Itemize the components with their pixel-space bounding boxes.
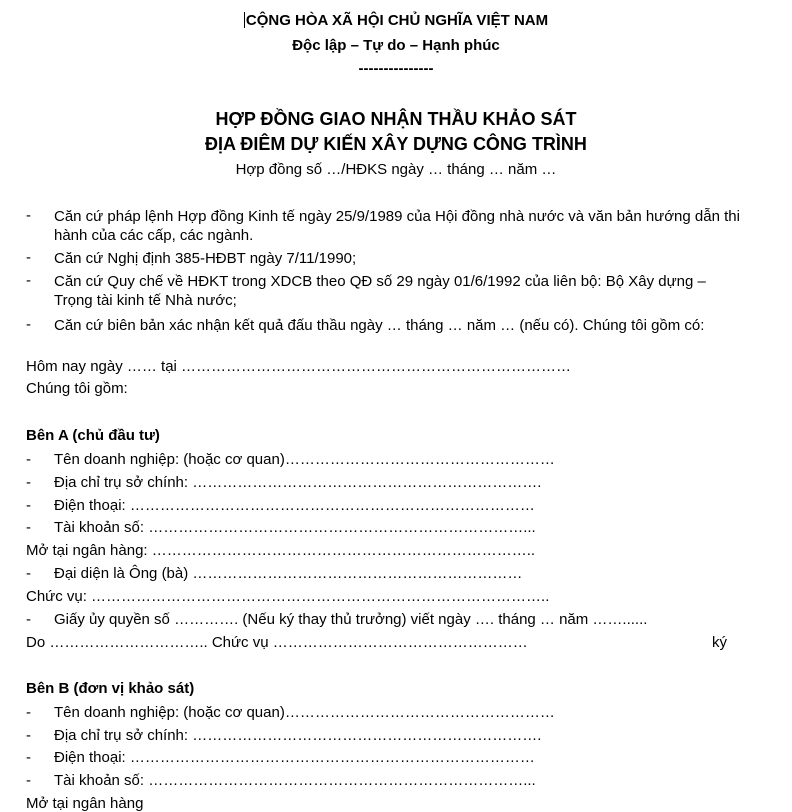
party-a-account-field: Tài khoản số: …………………………………………………………………... bbox=[54, 519, 536, 536]
we-are-line: Chúng tôi gồm: bbox=[26, 380, 128, 397]
party-a-representative-field: Đại diện là Ông (bà) ………………………………………………………… bbox=[54, 565, 523, 582]
country-heading-text: CỘNG HÒA XÃ HỘI CHỦ NGHĨA VIỆT NAM bbox=[245, 12, 549, 29]
party-b-phone-field: Điện thoại: ……………………………………………………………………… bbox=[54, 749, 535, 766]
contract-title-line1: HỢP ĐỒNG GIAO NHẬN THẦU KHẢO SÁT bbox=[215, 109, 577, 129]
bullet-dash: - bbox=[26, 519, 31, 536]
party-a-authorization-field: Giấy ủy quyền số …………. (Nếu ký thay thủ trưởng) viết ngày …. tháng … năm ……...... bbox=[54, 611, 648, 628]
bullet-dash: - bbox=[26, 272, 31, 289]
contract-number: Hợp đồng số …/HĐKS ngày … tháng … năm … bbox=[235, 161, 557, 178]
party-b-address-field: Địa chỉ trụ sở chính: ……………………………………………………………. bbox=[54, 727, 542, 744]
country-heading bbox=[0, 12, 792, 29]
party-b-account-field: Tài khoản số: …………………………………………………………………... bbox=[54, 772, 536, 789]
bullet-dash: - bbox=[26, 497, 31, 514]
basis-item-3: Căn cứ Quy chế về HĐKT trong XDCB theo QĐ số 29 ngày 01/6/1992 của liên bộ: Bộ Xây dựng – Trọng tài kinh tế Nhà nước; bbox=[54, 273, 706, 309]
party-a-position-field: Chức vụ: ……………………………………………………………………………….. bbox=[26, 588, 550, 605]
motto: Độc lập – Tự do – Hạnh phúc bbox=[292, 37, 500, 54]
text-cursor bbox=[244, 12, 245, 28]
bullet-dash: - bbox=[26, 207, 31, 224]
party-b-company-field: Tên doanh nghiệp: (hoặc cơ quan)……………………………………………… bbox=[54, 704, 555, 721]
bullet-dash: - bbox=[26, 474, 31, 491]
header-separator: --------------- bbox=[358, 60, 434, 77]
party-a-company-field: Tên doanh nghiệp: (hoặc cơ quan)……………………………………………… bbox=[54, 451, 555, 468]
bullet-dash: - bbox=[26, 565, 31, 582]
bullet-dash: - bbox=[26, 316, 31, 333]
party-a-address-field: Địa chỉ trụ sở chính: ……………………………………………………………. bbox=[54, 474, 542, 491]
party-a-signed-by-field: Do ………………………….. Chức vụ …………………………………………… bbox=[26, 634, 528, 651]
party-a-sign-label: ký bbox=[712, 634, 727, 651]
bullet-dash: - bbox=[26, 611, 31, 628]
party-b-bank-field: Mở tại ngân hàng bbox=[26, 795, 144, 812]
party-b-heading: Bên B (đơn vị khảo sát) bbox=[26, 680, 195, 697]
basis-item-1: Căn cứ pháp lệnh Hợp đồng Kinh tế ngày 25/9/1989 của Hội đồng nhà nước và văn bản hướng dẫn thi hành của các cấp, các ngành. bbox=[54, 208, 740, 244]
bullet-dash: - bbox=[26, 727, 31, 744]
bullet-dash: - bbox=[26, 772, 31, 789]
meeting-date-line: Hôm nay ngày …… tại …………………………………………………………………… bbox=[26, 358, 572, 375]
bullet-dash: - bbox=[26, 451, 31, 468]
basis-item-2: Căn cứ Nghị định 385-HĐBT ngày 7/11/1990; bbox=[54, 250, 357, 267]
party-a-bank-field: Mở tại ngân hàng: ………………………………………………………………….. bbox=[26, 542, 536, 559]
party-a-heading: Bên A (chủ đầu tư) bbox=[26, 427, 160, 444]
bullet-dash: - bbox=[26, 704, 31, 721]
party-a-phone-field: Điện thoại: ……………………………………………………………………… bbox=[54, 497, 535, 514]
basis-item-4: Căn cứ biên bản xác nhận kết quả đấu thầu ngày … tháng … năm … (nếu có). Chúng tôi gồm có: bbox=[54, 317, 705, 334]
bullet-dash: - bbox=[26, 749, 31, 766]
bullet-dash: - bbox=[26, 249, 31, 266]
contract-title-line2: ĐỊA ĐIÊM DỰ KIẾN XÂY DỰNG CÔNG TRÌNH bbox=[205, 134, 587, 154]
